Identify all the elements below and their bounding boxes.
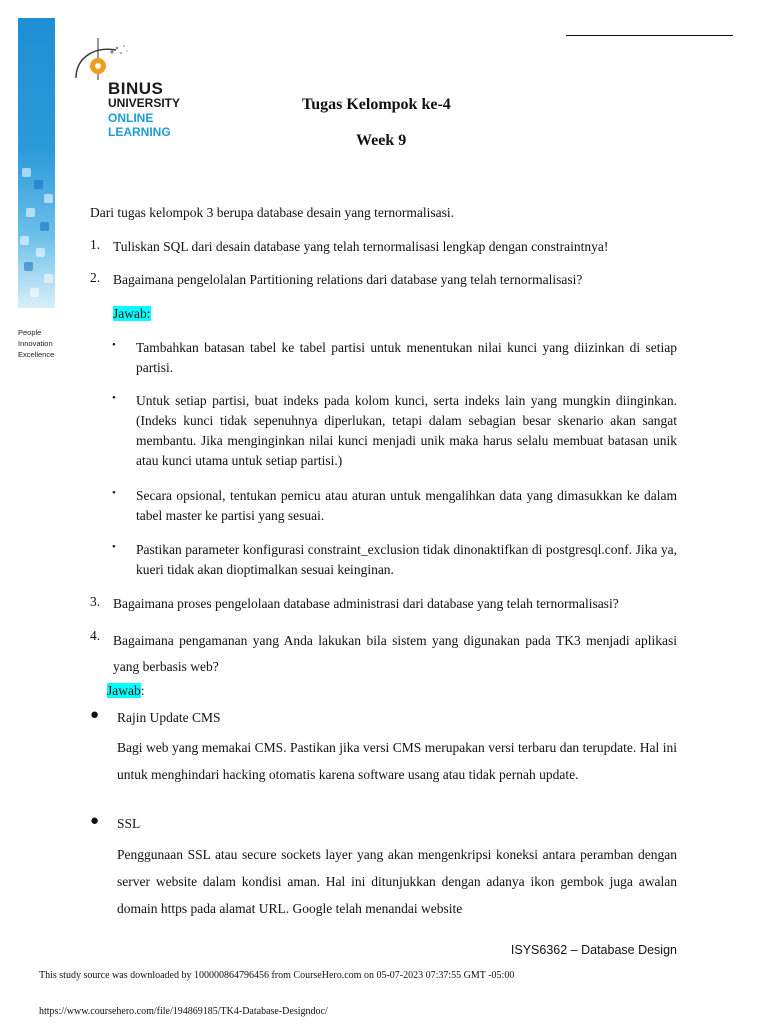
answer-2-label: Jawab:	[113, 306, 151, 321]
bullet-icon: •	[112, 487, 116, 499]
question-2: Bagaimana pengelolalan Partitioning relations dari database yang telah ternormalisasi?	[113, 272, 583, 287]
bullet-icon: •	[112, 392, 116, 404]
binus-logo-icon	[72, 38, 132, 84]
question-1: Tuliskan SQL dari desain database yang telah ternormalisasi lengkap dengan constraintnya!	[113, 239, 609, 254]
logo-online: ONLINE	[108, 111, 154, 125]
question-2-number: 2.	[90, 270, 101, 285]
answer-4-label: Jawab:	[107, 683, 145, 698]
tagline-excellence: Excellence	[18, 350, 55, 359]
intro-text: Dari tugas kelompok 3 berupa database desain yang ternormalisasi.	[90, 205, 455, 220]
question-1-number: 1.	[90, 237, 101, 252]
answer-2-bullet-1: Tambahkan batasan tabel ke tabel partisi untuk menentukan nilai kunci yang diizinkan di setiap partisi.	[136, 340, 677, 375]
source-url-link[interactable]: https://www.coursehero.com/file/194869185/TK4-Database-Designdoc/	[39, 1006, 328, 1017]
top-rule	[566, 35, 733, 36]
answer-4-item-2-heading: SSL	[117, 816, 141, 831]
document-title: Tugas Kelompok ke-4	[302, 96, 451, 113]
answer-4-item-1-heading: Rajin Update CMS	[117, 710, 221, 725]
download-source-note: This study source was downloaded by 100000864796456 from CourseHero.com on 05-07-2023 07:37:55 GMT -05:00	[39, 970, 515, 981]
tagline-innovation: Innovation	[18, 339, 53, 348]
tagline-people: People	[18, 328, 42, 337]
question-4: Bagaimana pengamanan yang Anda lakukan bila sistem yang digunakan pada TK3 menjadi aplikasi yang berbasis web?	[113, 633, 677, 674]
bullet-icon: •	[112, 339, 116, 351]
logo-binus: BINUS	[108, 79, 164, 98]
answer-4-item-1-text: Bagi web yang memakai CMS. Pastikan jika versi CMS merupakan versi terbaru dan terupdate. Hal ini untuk menghindari hacking otomatis karena software usang atau tidak pernah update.	[117, 740, 677, 782]
answer-2-bullet-3: Secara opsional, tentukan pemicu atau aturan untuk mengalihkan data yang dimasukkan ke dalam tabel master ke partisi yang sesuai.	[136, 488, 677, 523]
bullet-icon: •	[112, 541, 116, 553]
question-4-number: 4.	[90, 628, 101, 643]
course-code: ISYS6362 – Database Design	[510, 943, 677, 957]
document-week: Week 9	[356, 132, 407, 149]
answer-4-item-2-text: Penggunaan SSL atau secure sockets layer yang akan mengenkripsi koneksi antara peramban dengan server website dalam kondisi aman. Hal ini ditunjukkan dengan adanya ikon gembok juga awalan domain https pada alamat URL. Google telah menandai website	[117, 847, 677, 916]
logo-university: UNIVERSITY	[108, 96, 181, 110]
question-3-number: 3.	[90, 594, 101, 609]
answer-2-bullet-2: Untuk setiap partisi, buat indeks pada kolom kunci, serta indeks lain yang mungkin diinginkan. (Indeks kunci tidak sepenuhnya diperlukan, tetapi dalam sebagian besar skenario akan sangat membantu. Jika menginginkan nilai kunci menjadi unik maka harus selalu membuat batasan unik atau kunci utama untuk setiap partisi.)	[136, 393, 677, 468]
question-3: Bagaimana proses pengelolaan database administrasi dari database yang telah ternormalisasi?	[113, 596, 619, 611]
logo-learning: LEARNING	[108, 125, 171, 139]
bullet-icon: ●	[90, 813, 100, 829]
bullet-icon: ●	[90, 707, 100, 723]
decorative-side-strip	[18, 18, 55, 308]
answer-2-bullet-4: Pastikan parameter konfigurasi constraint_exclusion tidak dinonaktifkan di postgresql.conf. Jika ya, kueri tidak akan dioptimalkan sesuai keinginan.	[136, 542, 677, 577]
